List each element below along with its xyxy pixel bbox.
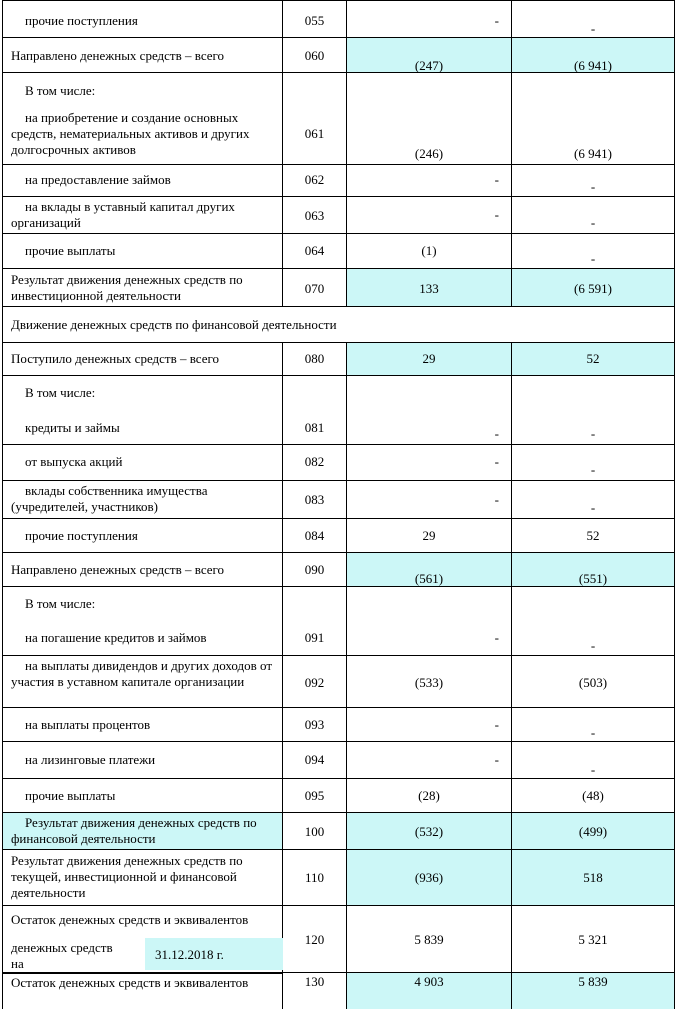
value-current: (247) <box>414 58 444 73</box>
row-label: Результат движения денежных средств по текущей, инвестиционной и финансовой деятельности <box>11 853 243 900</box>
table-row <box>2 481 675 519</box>
value-current: (533) <box>414 675 444 690</box>
row-code: 083 <box>304 492 325 507</box>
value-current: - <box>494 492 499 507</box>
row-code: 130 <box>304 974 325 989</box>
row-code: 070 <box>304 281 325 296</box>
row-code: 080 <box>304 351 325 366</box>
value-current: 133 <box>419 281 439 296</box>
row-code: 062 <box>304 172 325 187</box>
value-current: 29 <box>422 528 436 543</box>
table-row <box>2 656 675 708</box>
row-label: Результат движения денежных средств по инвестиционной деятельности <box>11 272 243 303</box>
value-previous: (6 941) <box>574 58 612 73</box>
table-row <box>2 906 675 973</box>
row-label: на предоставление займов <box>25 172 171 187</box>
table-row <box>2 38 675 73</box>
table-row <box>2 234 675 269</box>
value-current: (561) <box>414 571 444 586</box>
date-value: 31.12.2018 г. <box>155 947 224 962</box>
row-code: 063 <box>304 208 325 223</box>
value-current: 29 <box>422 351 436 366</box>
value-current: (1) <box>421 243 437 258</box>
row-code: 082 <box>304 454 325 469</box>
table-row <box>2 445 675 481</box>
table-row <box>2 973 675 1009</box>
value-previous: 518 <box>583 870 603 885</box>
row-code: 055 <box>304 13 325 28</box>
value-previous: - <box>590 500 596 515</box>
table-row <box>2 779 675 813</box>
value-previous: 5 839 <box>578 974 608 989</box>
row-label: Результат движения денежных средств по финансовой деятельности <box>11 815 257 846</box>
row-code: 060 <box>304 48 325 63</box>
row-label: от выпуска акций <box>25 454 123 469</box>
value-current: - <box>494 13 499 28</box>
table-row <box>2 553 675 587</box>
section-heading: Движение денежных средств по финансовой деятельности <box>11 317 337 332</box>
row-code: 061 <box>304 126 325 141</box>
table-row <box>2 708 675 742</box>
row-label: на лизинговые платежи <box>25 752 156 767</box>
value-current: - <box>494 454 499 469</box>
row-label: прочие выплаты <box>25 243 116 258</box>
row-label: вклады собственника имущества (учредителей, участников) <box>11 483 208 514</box>
value-current: 4 903 <box>414 974 444 989</box>
value-previous: (6 591) <box>574 281 612 296</box>
row-code: 093 <box>304 717 325 732</box>
row-label: на приобретение и создание основных средств, нематериальных активов и других долгосрочных активов <box>11 110 250 157</box>
table-row <box>2 343 675 376</box>
row-label: Направлено денежных средств – всего <box>11 48 225 63</box>
row-code: 081 <box>304 420 325 435</box>
table-row <box>2 0 675 38</box>
value-current: - <box>494 172 499 187</box>
row-label: на погашение кредитов и займов <box>25 630 207 645</box>
value-previous: 5 321 <box>578 932 608 947</box>
row-label: Остаток денежных средств и эквивалентов <box>11 912 249 927</box>
value-previous: (503) <box>578 675 608 690</box>
value-current: (936) <box>414 870 444 885</box>
table-row <box>2 376 675 445</box>
row-label: прочие выплаты <box>25 788 116 803</box>
table-row <box>2 813 675 850</box>
value-current: - <box>494 630 499 645</box>
row-code: 091 <box>304 630 325 645</box>
row-label: на выплаты процентов <box>25 717 151 732</box>
value-current: - <box>494 752 499 767</box>
table-row <box>2 587 675 656</box>
value-previous: (6 941) <box>574 146 612 161</box>
table-row <box>2 269 675 307</box>
value-previous: - <box>590 215 596 230</box>
row-code: 094 <box>304 752 325 767</box>
value-previous: - <box>590 725 596 740</box>
value-current: - <box>494 426 499 441</box>
row-label: прочие поступления <box>25 528 138 543</box>
value-previous: - <box>590 251 596 266</box>
value-previous: - <box>590 21 596 36</box>
row-sublabel: денежных средств на <box>11 940 113 971</box>
value-previous: - <box>590 638 596 653</box>
row-intro: В том числе: <box>25 385 96 400</box>
value-previous: - <box>590 179 596 194</box>
value-current: (532) <box>414 824 444 839</box>
row-code: 090 <box>304 562 325 577</box>
value-previous: (551) <box>578 571 608 586</box>
row-label: Остаток денежных средств и эквивалентов <box>11 975 249 990</box>
date-field <box>145 938 283 970</box>
value-previous: (48) <box>582 788 604 803</box>
row-code: 120 <box>304 932 325 947</box>
row-label: на вклады в уставный капитал других организаций <box>11 199 235 230</box>
value-previous: - <box>590 426 596 441</box>
row-code: 100 <box>304 824 325 839</box>
table-row <box>2 73 675 165</box>
value-previous: - <box>590 462 596 477</box>
row-intro: В том числе: <box>25 596 96 611</box>
value-previous: 52 <box>586 528 600 543</box>
row-code: 095 <box>304 788 325 803</box>
table-row <box>2 197 675 234</box>
value-previous: - <box>590 762 596 777</box>
table-row <box>2 519 675 553</box>
table-row <box>2 165 675 197</box>
row-code: 110 <box>304 870 325 885</box>
value-current: 5 839 <box>414 932 444 947</box>
row-label: прочие поступления <box>25 13 138 28</box>
table-row <box>2 742 675 779</box>
row-code: 092 <box>304 675 325 690</box>
row-label: Направлено денежных средств – всего <box>11 562 225 577</box>
value-current: (246) <box>414 146 444 161</box>
row-label: кредиты и займы <box>25 420 120 435</box>
row-code: 084 <box>304 528 325 543</box>
value-previous: (499) <box>578 824 608 839</box>
section-heading-row <box>2 307 675 343</box>
value-current: - <box>494 207 499 222</box>
row-label: Поступило денежных средств – всего <box>11 351 220 366</box>
table-row <box>2 850 675 906</box>
row-intro: В том числе: <box>25 83 96 98</box>
value-previous: 52 <box>586 351 600 366</box>
value-current: - <box>494 717 499 732</box>
row-code: 064 <box>304 243 325 258</box>
row-label: на выплаты дивидендов и других доходов от участия в уставном капитале организации <box>11 658 273 689</box>
value-current: (28) <box>418 788 440 803</box>
